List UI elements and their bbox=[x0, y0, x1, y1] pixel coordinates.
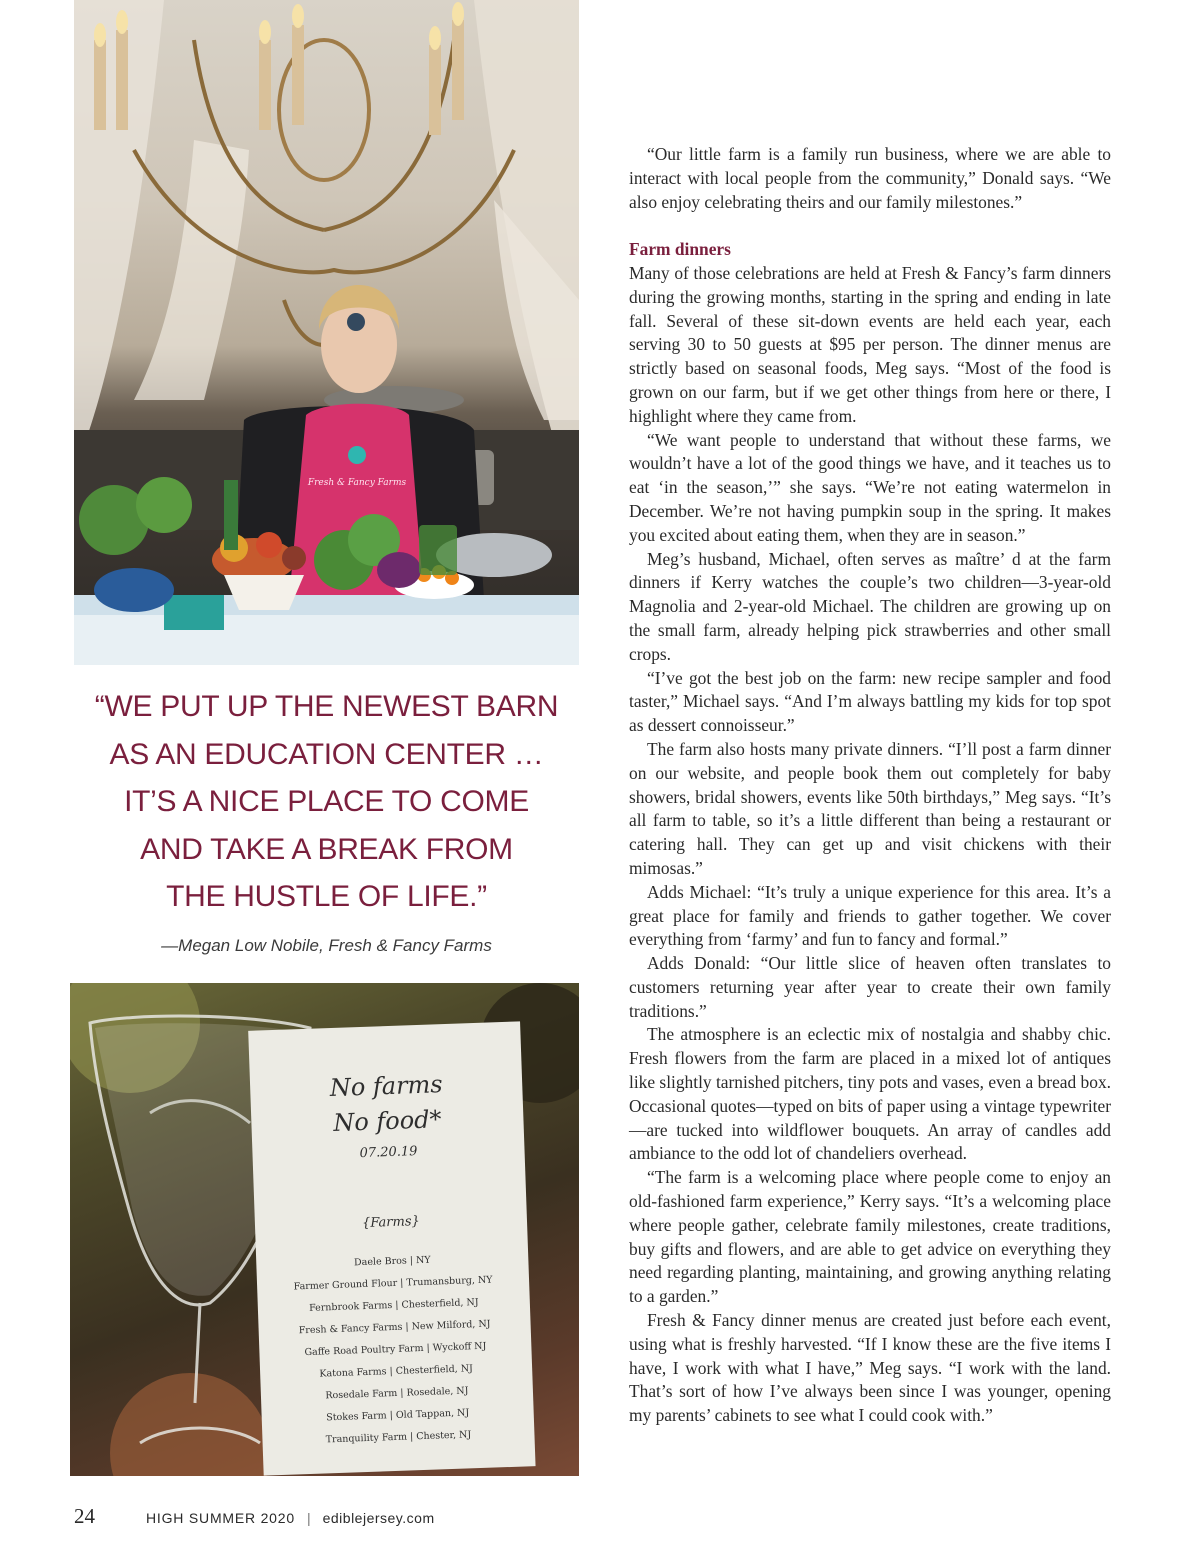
pull-quote-attribution: —Megan Low Nobile, Fresh & Fancy Farms bbox=[161, 936, 492, 955]
menu-card-farm: Fernbrook Farms | Chesterfield, NJ bbox=[308, 1297, 479, 1314]
pull-quote-line: THE HUSTLE OF LIFE.” bbox=[166, 880, 487, 914]
article-paragraph: “I’ve got the best job on the farm: new recipe sampler and food taster,” Michael says. “And I’m always battling my kids for top spot as dessert connoisseur.” bbox=[629, 667, 1111, 736]
photo-menu-card bbox=[70, 983, 579, 1476]
photo-chef-at-farm-dinner bbox=[74, 0, 579, 665]
article-paragraph: Adds Michael: “It’s truly a unique experience for this area. It’s a great place for family and friends to gather together. We cover everything from ‘farmy’ and fun to fancy and formal.” bbox=[629, 881, 1111, 950]
menu-card-photo-illustration bbox=[70, 983, 579, 1476]
menu-card-farm: Fresh & Fancy Farms | New Milford, NJ bbox=[298, 1318, 491, 1337]
page-footer bbox=[74, 1504, 435, 1534]
issue-label: HIGH SUMMER 2020 bbox=[146, 1510, 295, 1526]
section-heading-farm-dinners: Farm dinners bbox=[629, 239, 731, 260]
menu-card-farm: Gaffe Road Poultry Farm | Wyckoff NJ bbox=[304, 1340, 487, 1359]
pull-quote-line: AS AN EDUCATION CENTER … bbox=[109, 737, 544, 771]
footer-separator: | bbox=[306, 1510, 311, 1526]
site-link[interactable]: ediblejersey.com bbox=[322, 1510, 435, 1526]
menu-card-farm: Stokes Farm | Old Tappan, NJ bbox=[326, 1407, 470, 1424]
chef-photo-illustration bbox=[74, 0, 579, 665]
apron-text: Fresh & Fancy Farms bbox=[307, 478, 407, 488]
menu-card-section-heading: {Farms} bbox=[361, 1214, 421, 1232]
page-number: 24 bbox=[74, 1504, 95, 1528]
article-paragraph: The atmosphere is an eclectic mix of nostalgia and shabby chic. Fresh flowers from the farm are placed in a mixed lot of antiques like slightly tarnished pitchers, tiny pots and vases, even a bread box. Occasional quotes—typed on bits of paper using a vintage typewriter—are tucked into wildflower bouquets. An array of candles add ambiance to the odd lot of chandeliers overhead. bbox=[629, 1024, 1111, 1164]
menu-card-farm: Tranquility Farm | Chester, NJ bbox=[325, 1429, 472, 1446]
pull-quote-line: “WE PUT UP THE NEWEST BARN bbox=[94, 690, 559, 723]
pull-quote bbox=[74, 683, 579, 921]
article-paragraph: “We want people to understand that without these farms, we wouldn’t have a lot of the good things we have, and it teaches us to eat ‘in the season,’” she says. “We’re not eating watermelon in December. We’re not having pumpkin soup in the spring. It makes you excited about eating them, when they are in season.” bbox=[629, 429, 1111, 545]
menu-card-title-line1: No farms bbox=[329, 1070, 444, 1103]
menu-card-farm: Katona Farms | Chesterfield, NJ bbox=[319, 1363, 474, 1380]
menu-card-title-line2: No food* bbox=[332, 1105, 442, 1137]
menu-card-date: 07.20.19 bbox=[359, 1144, 418, 1162]
pull-quote-line: IT’S A NICE PLACE TO COME bbox=[124, 785, 529, 819]
article-paragraph: Meg’s husband, Michael, often serves as maître’ d at the farm dinners if Kerry watches the couple’s two children—3-year-old Magnolia and 2-year-old Michael. The children are growing up on the small farm, already helping pick strawberries and other small crops. bbox=[629, 548, 1111, 664]
article-paragraph: Fresh & Fancy dinner menus are created just before each event, using what is freshly harvested. “If I know these are the five items I have, I work with what I have,” Meg says. “I work with the land. That’s sort of how I’ve always been since I was younger, opening my parents’ cabinets to see what I could cook with.” bbox=[629, 1310, 1111, 1426]
article-paragraph: “Our little farm is a family run business, where we are able to interact with local people from the community,” Donald says. “We also enjoy celebrating theirs and our family milestones.” bbox=[629, 144, 1111, 212]
article-paragraph: Many of those celebrations are held at Fresh & Fancy’s farm dinners during the growing months, starting in the spring and ending in late fall. Several of these sit-down events are held each year, each serving 30 to 50 guests at $95 per person. The dinner menus are strictly based on seasonal foods, Meg says. “Most of the food is grown on our farm, but if we get other things from here or there, I highlight where they came from. bbox=[629, 262, 1111, 426]
article-paragraph: “The farm is a welcoming place where people come to enjoy an old-fashioned farm experience,” Kerry says. “It’s a welcoming place where people gather, celebrate family milestones, create traditions, buy gifts and flowers, and are able to get advice on everything they need regarding planting, maintaining, and growing anything relating to a garden.” bbox=[629, 1167, 1111, 1307]
pull-quote-line: AND TAKE A BREAK FROM bbox=[140, 832, 513, 866]
menu-card-farm: Daele Bros | NY bbox=[353, 1254, 431, 1269]
menu-card-farm: Farmer Ground Flour | Trumansburg, NY bbox=[293, 1274, 493, 1293]
article-paragraph: The farm also hosts many private dinners. “I’ll post a farm dinner on our website, and people book them out completely for baby showers, bridal showers, events like 50th birthdays,” Meg says. “It’s all farm to table, so it’s a little different than being a restaurant or catering hall. They can get up and visit chickens with their mimosas.” bbox=[629, 738, 1111, 878]
menu-card-farm: Rosedale Farm | Rosedale, NJ bbox=[325, 1385, 469, 1402]
article-paragraph: Adds Donald: “Our little slice of heaven often translates to customers returning year after year to create their own family traditions.” bbox=[629, 953, 1111, 1021]
article-body bbox=[629, 143, 1111, 1428]
